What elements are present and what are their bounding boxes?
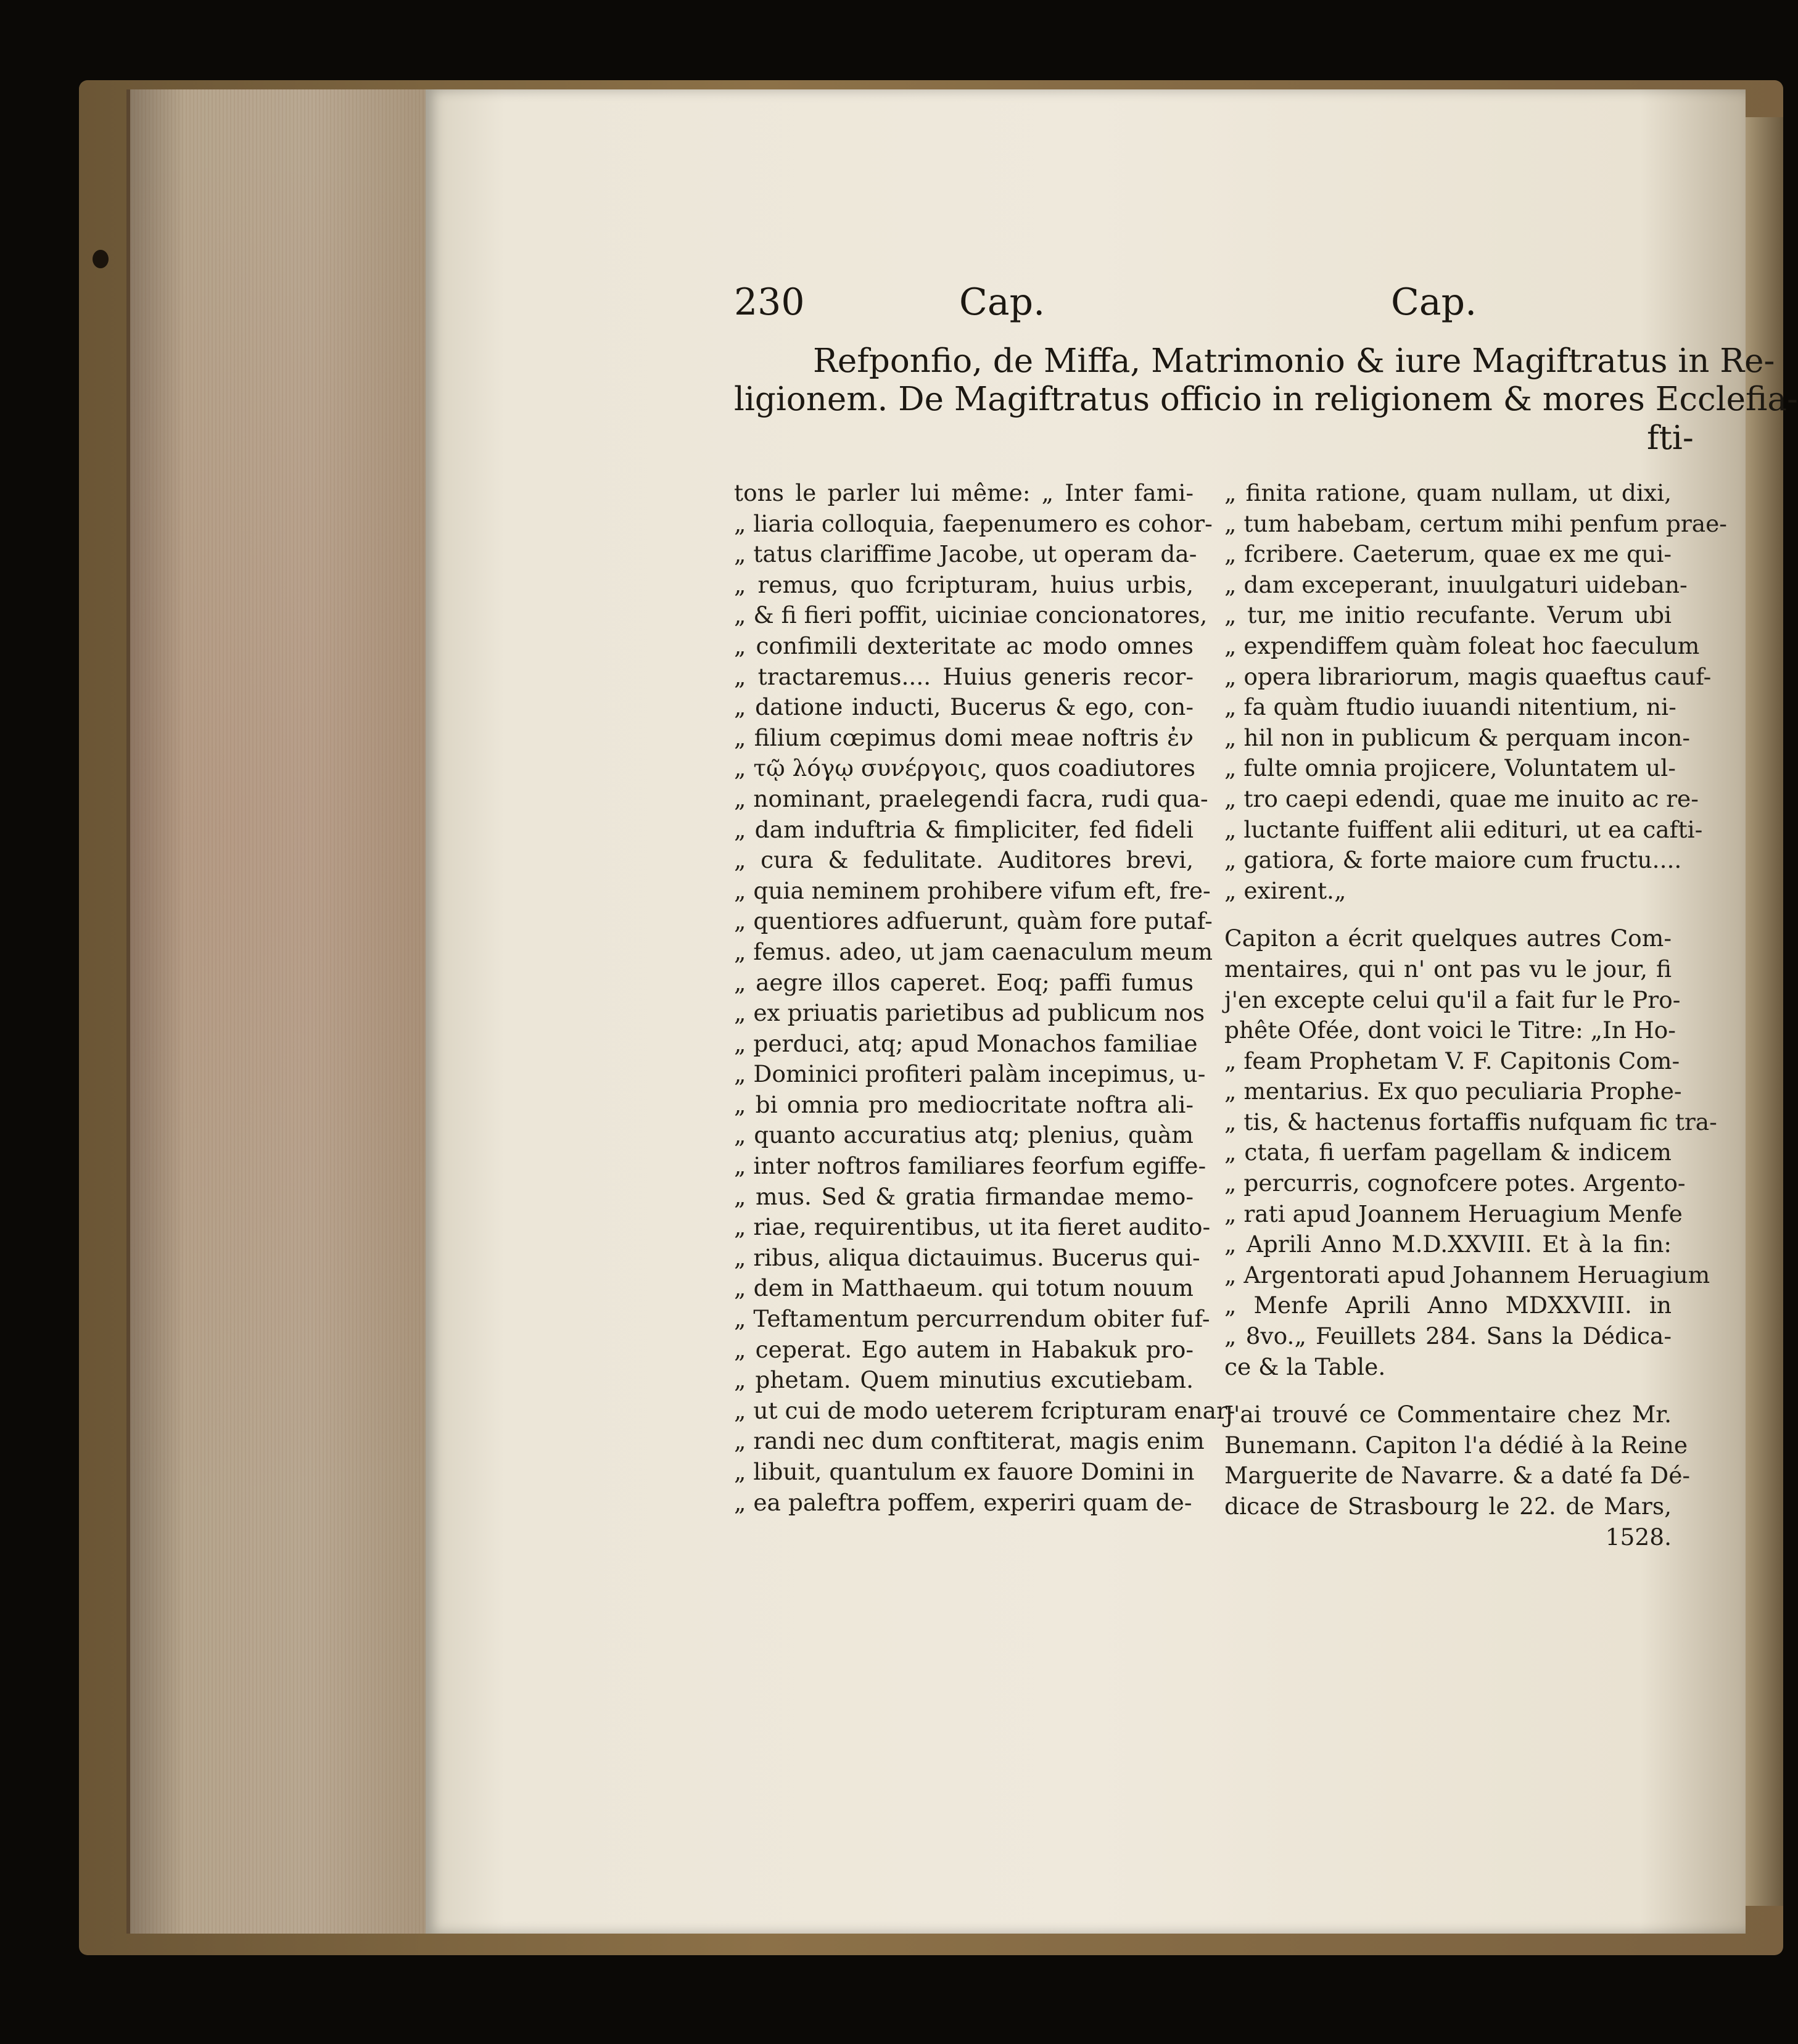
text-line: „ Teftamentum percurrendum obiter fuf- [734,1305,1210,1333]
text-line: „ quanto accuratius atq; plenius, quàm [734,1121,1194,1149]
running-head-left: Cap. [959,281,1045,324]
running-head-right: Cap. [1391,281,1477,324]
text-line: „ libuit, quantulum ex fauore Domini in [734,1458,1195,1485]
text-line: „ aegre illos caperet. Eoq; paffi fumus [734,968,1194,996]
text-line: „ Dominici profiteri palàm incepimus, u- [734,1060,1206,1088]
text-line: „ perduci, atq; apud Monachos familiae [734,1029,1198,1057]
text-line: „ quia neminem prohibere vifum eft, fre- [734,876,1211,904]
title-line-3: fti- [1647,419,1694,457]
text-line: „ tur, me initio recufante. Verum ubi [1224,601,1672,629]
right-text-column [1224,478,1727,1552]
text-line: „ ex priuatis parietibus ad publicum nos [734,999,1205,1027]
text-line: „ ctata, fi uerfam pagellam & indicem [1224,1139,1672,1166]
text-line: „ gatiora, & forte maiore cum fructu.... [1224,846,1682,874]
text-line: „ dam exceperant, inuulgaturi uideban- [1224,571,1688,598]
text-line: „ luctante fuiffent alii edituri, ut ea cafti- [1224,815,1703,843]
text-line: „ & fi fieri poffit, uiciniae concionatores, [734,601,1208,629]
text-line: „ feam Prophetam V. F. Capitonis Com- [1224,1047,1680,1074]
text-line: j'en excepte celui qu'il a fait fur le Pro- [1224,986,1681,1013]
text-line: „ dem in Matthaeum. qui totum nouum [734,1274,1194,1302]
text-line: „ femus. adeo, ut jam caenaculum meum [734,938,1213,965]
text-line: „ tis, & hactenus fortaffis nufquam fic tra- [1224,1108,1717,1135]
text-line: tons le parler lui même: „ Inter fami- [734,479,1194,506]
text-line: „ tro caepi edendi, quae me inuito ac re- [1224,785,1699,812]
title-line-1: Refponfio, de Miffa, Matrimonio & iure Magiftratus in Re- [813,342,1775,380]
text-line [1224,906,1672,923]
left-text-column [734,478,1235,1518]
text-line: „ hil non in publicum & perquam incon- [1224,723,1691,751]
text-line: „ cura & fedulitate. Auditores brevi, [734,846,1194,874]
text-line: „ finita ratione, quam nullam, ut dixi, [1224,479,1672,506]
text-line: „ nominant, praelegendi facra, rudi qua- [734,785,1208,812]
text-line: „ remus, quo fcripturam, huius urbis, [734,571,1194,598]
text-line: „ bi omnia pro mediocritate noftra ali- [734,1090,1194,1118]
text-line: „ ea paleftra poffem, experiri quam de- [734,1488,1192,1516]
text-line: „ Menfe Aprili Anno MDXXVIII. in [1224,1292,1672,1319]
text-line: „ dam induftria & fimpliciter, fed fideli [734,815,1194,843]
text-line: „ quentiores adfuerunt, quàm fore putaf- [734,907,1213,935]
text-line: „ tatus clariffime Jacobe, ut operam da- [734,540,1197,568]
text-line: „ τῷ λόγῳ συνέργοις, quos coadiutores [734,754,1196,782]
text-line: „ 8vo.„ Feuillets 284. Sans la Dédica- [1224,1322,1672,1350]
text-line: phête Ofée, dont voici le Titre: „In Ho- [1224,1016,1676,1044]
text-line: „ Aprili Anno M.D.XXVIII. Et à la fin: [1224,1230,1672,1258]
text-line: „ opera librariorum, magis quaeftus cauf- [1224,662,1712,690]
text-line: „ expendiffem quàm foleat hoc faeculum [1224,632,1700,659]
text-line: „ fcribere. Caeterum, quae ex me qui- [1224,540,1672,568]
text-line: „ percurris, cognofcere potes. Argento- [1224,1169,1686,1197]
text-line: „ mus. Sed & gratia firmandae memo- [734,1182,1194,1210]
text-line: J'ai trouvé ce Commentaire chez Mr. [1224,1401,1672,1428]
text-line: „ confimili dexteritate ac modo omnes [734,632,1194,659]
text-line: Marguerite de Navarre. & a daté fa Dé- [1224,1462,1691,1490]
text-line: „ rati apud Joannem Heruagium Menfe [1224,1200,1683,1227]
text-line: „ phetam. Quem minutius excutiebam. [734,1366,1194,1394]
page-block-edges [126,89,432,1934]
binding-hole [93,250,109,268]
text-line: „ datione inducti, Bucerus & ego, con- [734,693,1194,721]
text-line: mentaires, qui n' ont pas vu le jour, fi [1224,955,1672,983]
page-number: 230 [734,281,805,324]
text-line: „ exirent.„ [1224,876,1346,904]
text-line: „ filium cœpimus domi meae noftris ἐν [734,723,1194,751]
text-line: „ fulte omnia projicere, Voluntatem ul- [1224,754,1676,782]
title-line-2: ligionem. De Magiftratus officio in religionem & mores Ecclefia- [734,381,1798,418]
text-line: „ inter noftros familiares feorfum egiffe- [734,1152,1206,1180]
text-line: „ Argentorati apud Johannem Heruagium [1224,1261,1710,1288]
text-line: „ tractaremus.... Huius generis recor- [734,662,1194,690]
text-line: „ ut cui de modo ueterem fcripturam enar- [734,1396,1235,1424]
text-line [1224,1382,1672,1399]
text-line: „ mentarius. Ex quo peculiaria Prophe- [1224,1078,1682,1105]
text-line: „ ribus, aliqua dictauimus. Bucerus qui- [734,1243,1200,1271]
text-line: „ riae, requirentibus, ut ita fieret audito- [734,1213,1211,1241]
text-line: „ liaria colloquia, faepenumero es cohor- [734,509,1213,537]
text-line: 1528. [1605,1523,1672,1551]
text-line: dicace de Strasbourg le 22. de Mars, [1224,1493,1672,1520]
text-line: Capiton a écrit quelques autres Com- [1224,925,1672,952]
text-line: „ ceperat. Ego autem in Habakuk pro- [734,1335,1194,1363]
text-line: „ randi nec dum conftiterat, magis enim [734,1427,1205,1455]
text-line: „ tum habebam, certum mihi penfum prae- [1224,509,1727,537]
text-line: Bunemann. Capiton l'a dédié à la Reine [1224,1431,1688,1459]
text-line: „ fa quàm ftudio iuuandi nitentium, ni- [1224,693,1676,721]
text-line: ce & la Table. [1224,1353,1386,1380]
